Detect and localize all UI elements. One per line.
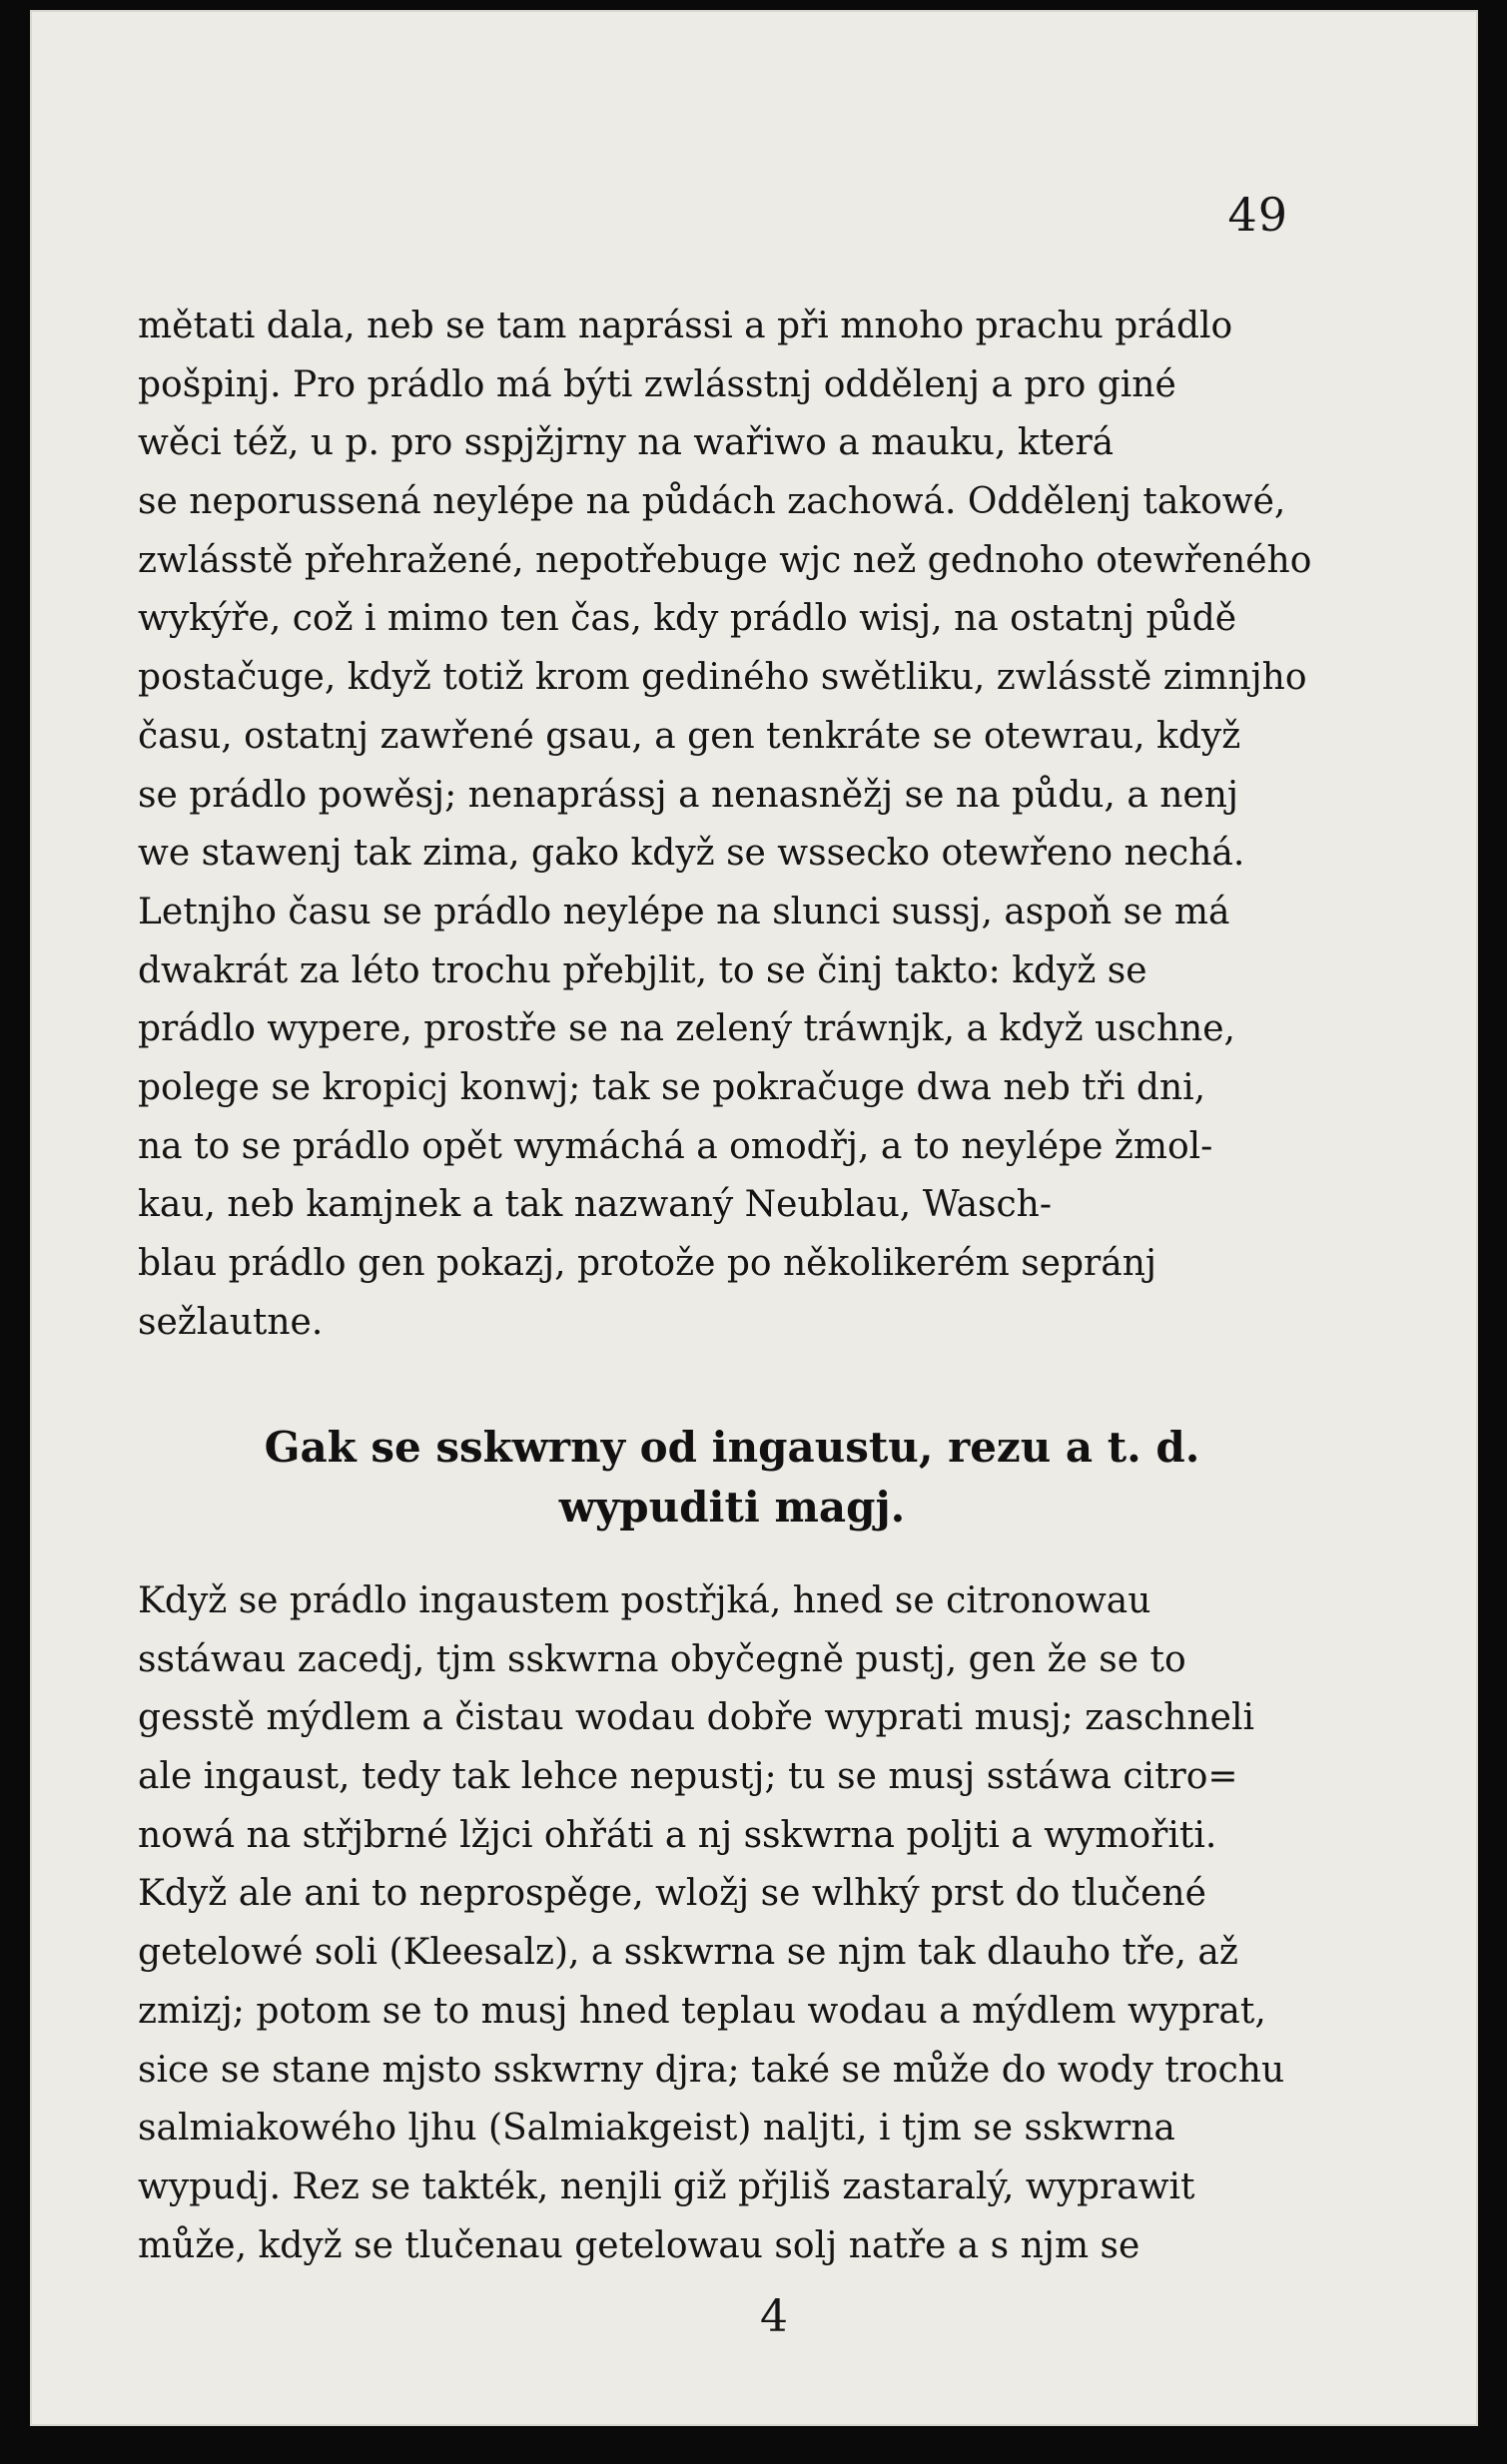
section-heading — [138, 1418, 1326, 1538]
text-line: času, ostatnj zawřené gsau, a gen tenkráte se otewrau, když — [138, 715, 1241, 757]
text-line: může, když se tlučenau getelowau solj natře a s njm se — [138, 2224, 1140, 2266]
text-line: nowá na střjbrné lžjci ohřáti a nj sskwrna poljti a wymořiti. — [138, 1814, 1217, 1856]
text-line: se neporussená neylépe na půdách zachowá. Oddělenj takowé, — [138, 481, 1286, 523]
page-number: 49 — [1227, 188, 1288, 242]
text-line: sstáwau zacedj, tjm sskwrna obyčegně pustj, gen že se to — [138, 1638, 1186, 1680]
heading-line: Gak se sskwrny od ingaustu, rezu a t. d. — [264, 1423, 1200, 1472]
text-line: Když se prádlo ingaustem postřjká, hned se citronowau — [138, 1580, 1151, 1621]
text-line: postačuge, když totiž krom gediného swětliku, zwlásstě zimnjho — [138, 657, 1307, 699]
text-line: zmizj; potom se to musj hned teplau wodau a mýdlem wyprat, — [138, 1990, 1266, 2032]
text-line: dwakrát za léto trochu přebjlit, to se činj takto: když se — [138, 949, 1147, 991]
text-line: Když ale ani to neprospěge, wložj se wlhký prst do tlučené — [138, 1873, 1206, 1915]
paragraph-drying-laundry — [138, 298, 1326, 1352]
text-line: wěci též, u p. pro sspjžjrny na wařiwo a mauku, která — [138, 422, 1115, 464]
text-line: we stawenj tak zima, gako když se wssecko otewřeno nechá. — [138, 833, 1245, 875]
text-line: na to se prádlo opět wymáchá a omodřj, a to neylépe žmol- — [138, 1125, 1213, 1167]
text-line: sice se stane mjsto sskwrny djra; také se může do wody trochu — [138, 2049, 1285, 2091]
paragraph-ink-stains — [138, 1572, 1326, 2275]
text-line: wykýře, což i mimo ten čas, kdy prádlo wisj, na ostatnj půdě — [138, 598, 1237, 640]
text-line: blau prádlo gen pokazj, protože po několikerém sepránj — [138, 1243, 1157, 1284]
book-page — [30, 10, 1478, 2426]
text-line: ale ingaust, tedy tak lehce nepustj; tu se musj sstáwa citro= — [138, 1756, 1238, 1798]
text-line: kau, neb kamjnek a tak nazwaný Neublau, Wasch- — [138, 1184, 1053, 1226]
text-line: Letnjho času se prádlo neylépe na slunci sussj, aspoň se má — [138, 891, 1230, 932]
text-line: prádlo wypere, prostře se na zelený tráwnjk, a když uschne, — [138, 1008, 1235, 1050]
text-line: gesstě mýdlem a čistau wodau dobře wyprati musj; zaschneli — [138, 1697, 1254, 1739]
text-line: salmiakowého ljhu (Salmiakgeist) naljti, i tjm se sskwrna — [138, 2108, 1175, 2150]
text-line: wypudj. Rez se takték, nenjli giž přjliš zastaralý, wyprawit — [138, 2165, 1195, 2207]
text-line: getelowé soli (Kleesalz), a sskwrna se njm tak dlauho tře, až — [138, 1932, 1238, 1974]
signature-mark: 4 — [760, 2291, 788, 2342]
text-line: zwlásstě přehražené, nepotřebuge wjc než gednoho otewřeného — [138, 539, 1312, 581]
text-line: polege se kropicj konwj; tak se pokračuge dwa neb tři dni, — [138, 1066, 1206, 1108]
text-line: pošpinj. Pro prádlo má býti zwlásstnj oddělenj a pro giné — [138, 363, 1176, 405]
text-line: sežlautne. — [138, 1301, 324, 1343]
text-line: mětati dala, neb se tam naprássi a při mnoho prachu prádlo — [138, 306, 1233, 346]
heading-line: wypuditi magj. — [558, 1483, 906, 1532]
text-line: se prádlo powěsj; nenaprássj a nenasněžj se na půdu, a nenj — [138, 774, 1239, 816]
